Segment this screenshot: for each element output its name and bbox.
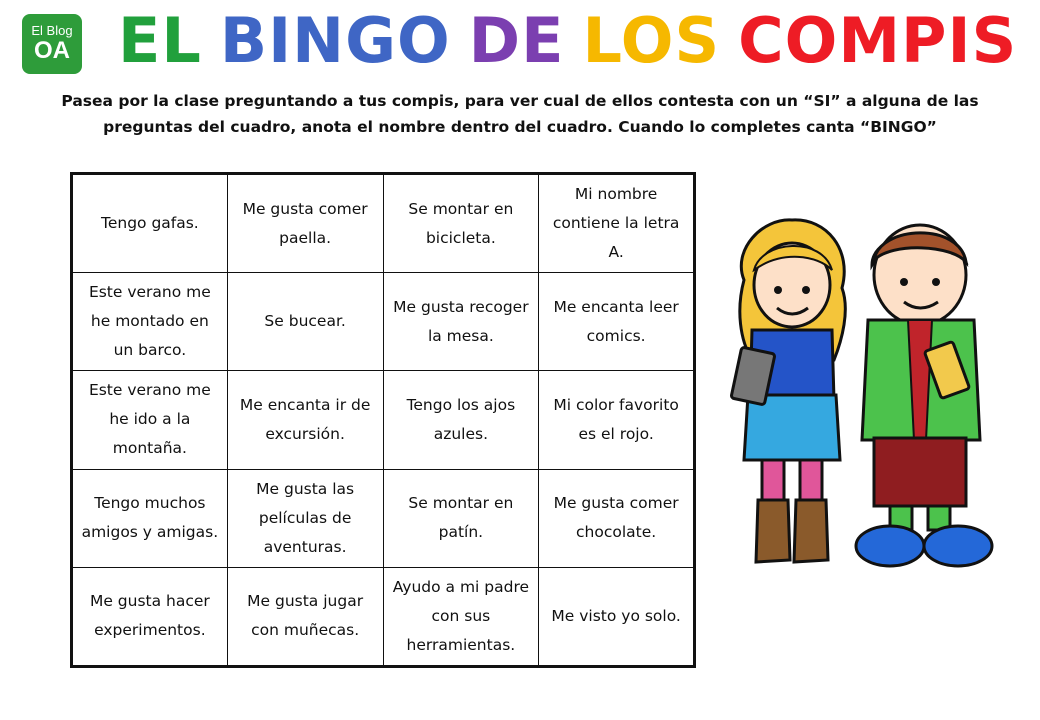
bingo-cell[interactable]: Me gusta comer chocolate. — [539, 469, 695, 567]
title-word-5: COMPIS — [738, 3, 1018, 77]
bingo-cell[interactable]: Me gusta jugar con muñecas. — [227, 567, 383, 666]
logo-line-2: OA — [34, 37, 70, 64]
bingo-cell[interactable]: Este verano me he montado en un barco. — [72, 273, 228, 371]
bingo-cell[interactable]: Me gusta hacer experimentos. — [72, 567, 228, 666]
bingo-cell[interactable]: Tengo gafas. — [72, 174, 228, 273]
bingo-row — [72, 469, 695, 567]
bingo-cell[interactable]: Mi color favorito es el rojo. — [539, 371, 695, 469]
bingo-cell[interactable]: Este verano me he ido a la montaña. — [72, 371, 228, 469]
bingo-cell[interactable]: Me gusta recoger la mesa. — [383, 273, 539, 371]
bingo-grid — [70, 172, 696, 668]
bingo-cell[interactable]: Se bucear. — [227, 273, 383, 371]
bingo-cell[interactable]: Me encanta leer comics. — [539, 273, 695, 371]
bingo-cell[interactable]: Me visto yo solo. — [539, 567, 695, 666]
bingo-cell[interactable]: Tengo muchos amigos y amigas. — [72, 469, 228, 567]
kids-illustration-icon — [722, 210, 1002, 590]
bingo-row — [72, 174, 695, 273]
bingo-row — [72, 273, 695, 371]
title-word-4: LOS — [582, 3, 721, 77]
page-title — [118, 2, 1018, 78]
logo-line-1: El Blog — [31, 23, 73, 38]
instructions-line-1: Pasea por la clase preguntando a tus compis, para ver cual de ellos contesta con un “SI” a alguna de las — [61, 92, 979, 110]
bingo-cell[interactable]: Ayudo a mi padre con sus herramientas. — [383, 567, 539, 666]
bingo-cell[interactable]: Se montar en patín. — [383, 469, 539, 567]
title-word-1: EL — [118, 3, 202, 77]
instructions-line-2: preguntas del cuadro, anota el nombre dentro del cuadro. Cuando lo completes canta “BINGO” — [103, 118, 937, 136]
boy-figure — [856, 225, 992, 566]
bingo-cell[interactable]: Me encanta ir de excursión. — [227, 371, 383, 469]
bingo-cell[interactable]: Me gusta las películas de aventuras. — [227, 469, 383, 567]
title-word-2: BINGO — [219, 3, 451, 77]
title-word-3: DE — [468, 3, 565, 77]
bingo-cell[interactable]: Me gusta comer paella. — [227, 174, 383, 273]
instructions — [40, 88, 1000, 140]
bingo-row — [72, 567, 695, 666]
bingo-cell[interactable]: Se montar en bicicleta. — [383, 174, 539, 273]
bingo-row — [72, 371, 695, 469]
bingo-cell[interactable]: Tengo los ajos azules. — [383, 371, 539, 469]
girl-figure — [731, 220, 845, 562]
blog-logo — [22, 14, 82, 74]
bingo-cell[interactable]: Mi nombre contiene la letra A. — [539, 174, 695, 273]
